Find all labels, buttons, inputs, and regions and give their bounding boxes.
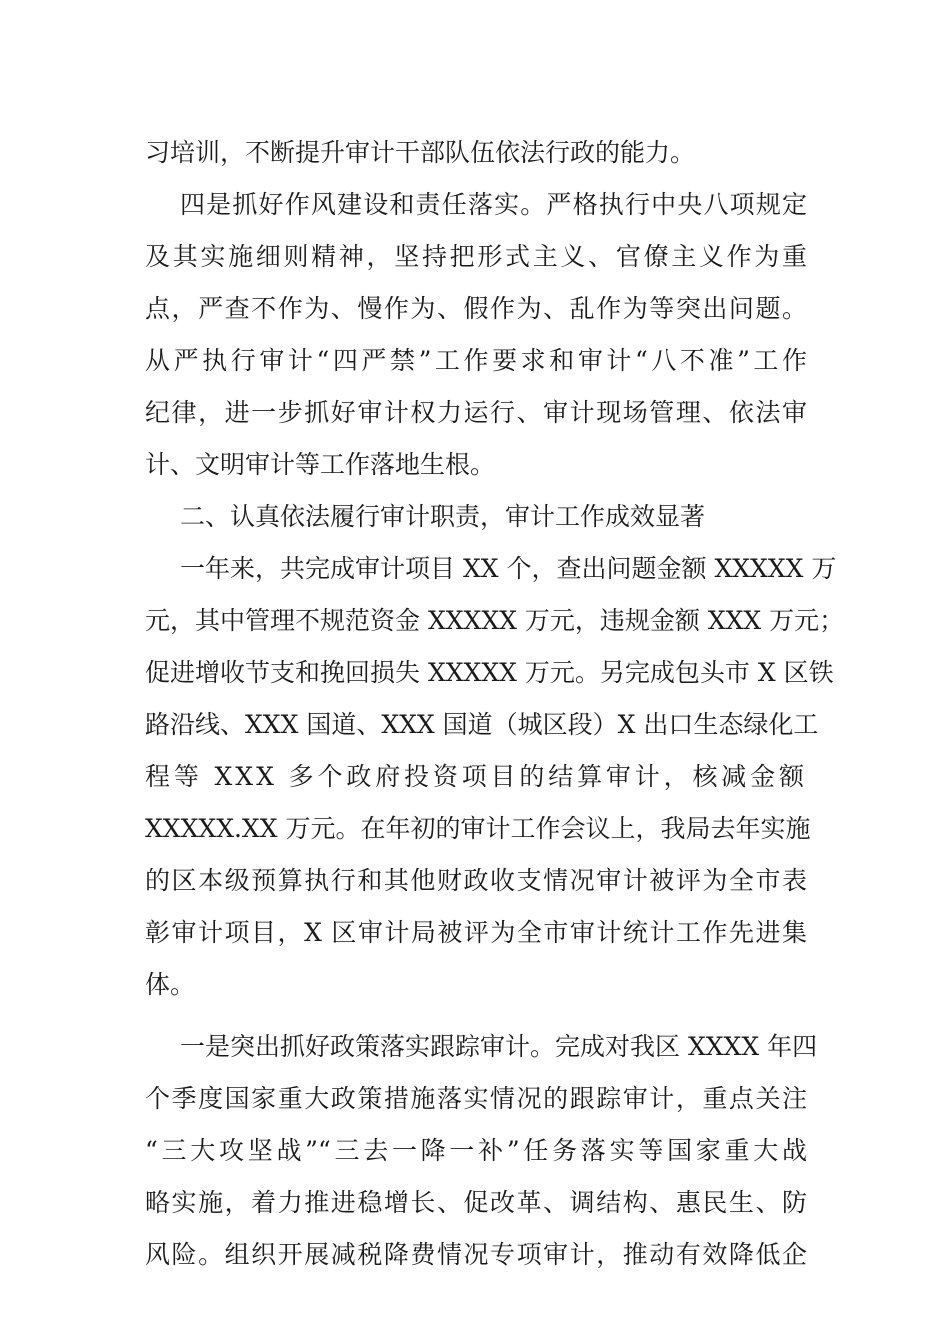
text-line: 个季度国家重大政策措施落实情况的跟踪审计，重点关注 (145, 1084, 807, 1113)
text-line: 路沿线、XXX 国道、XXX 国道（城区段）X 出口生态绿化工 (145, 710, 819, 739)
text-line: 习培训，不断提升审计干部队伍依法行政的能力。 (145, 138, 696, 167)
paragraph-start-line: 四是抓好作风建设和责任落实。严格执行中央八项规定 (180, 190, 807, 219)
text-line: 元，其中管理不规范资金 XXXXX 万元，违规金额 XXX 万元； (145, 606, 845, 635)
paragraph-start-line: 一是突出抓好政策落实跟踪审计。完成对我区 XXXX 年四 (180, 1032, 818, 1061)
section-heading: 二、认真依法履行审计职责，审计工作成效显著 (180, 502, 706, 531)
text-line: 纪律，进一步抓好审计权力运行、审计现场管理、依法审 (145, 398, 807, 427)
text-line: 及其实施细则精神，坚持把形式主义、官僚主义作为重 (145, 242, 807, 271)
text-line: 的区本级预算执行和其他财政收支情况审计被评为全市表 (145, 866, 807, 895)
paragraph-start-line: 一年来，共完成审计项目 XX 个，查出问题金额 XXXXX 万 (180, 554, 837, 583)
text-line: 计、文明审计等工作落地生根。 (145, 450, 496, 479)
text-line: 彰审计项目，X 区审计局被评为全市审计统计工作先进集 (145, 918, 807, 947)
text-line: 促进增收节支和挽回损失 XXXXX 万元。另完成包头市 X 区铁 (145, 658, 834, 687)
text-line: 点，严查不作为、慢作为、假作为、乱作为等突出问题。 (145, 294, 807, 323)
text-line: “三大攻坚战”“三去一降一补”任务落实等国家重大战 (145, 1136, 807, 1165)
text-line: 体。 (145, 970, 196, 999)
text-line: 程等 XXX 多个政府投资项目的结算审计，核减金额 (145, 762, 807, 791)
text-line: 从严执行审计“四严禁”工作要求和审计“八不准”工作 (145, 346, 807, 375)
text-line: 风险。组织开展减税降费情况专项审计，推动有效降低企 (145, 1240, 807, 1269)
text-line: 略实施，着力推进稳增长、促改革、调结构、惠民生、防 (145, 1188, 807, 1217)
paragraph-gap (145, 1011, 807, 1021)
document-body (145, 127, 845, 1281)
text-line: XXXXX.XX 万元。在年初的审计工作会议上，我局去年实施 (145, 814, 811, 843)
